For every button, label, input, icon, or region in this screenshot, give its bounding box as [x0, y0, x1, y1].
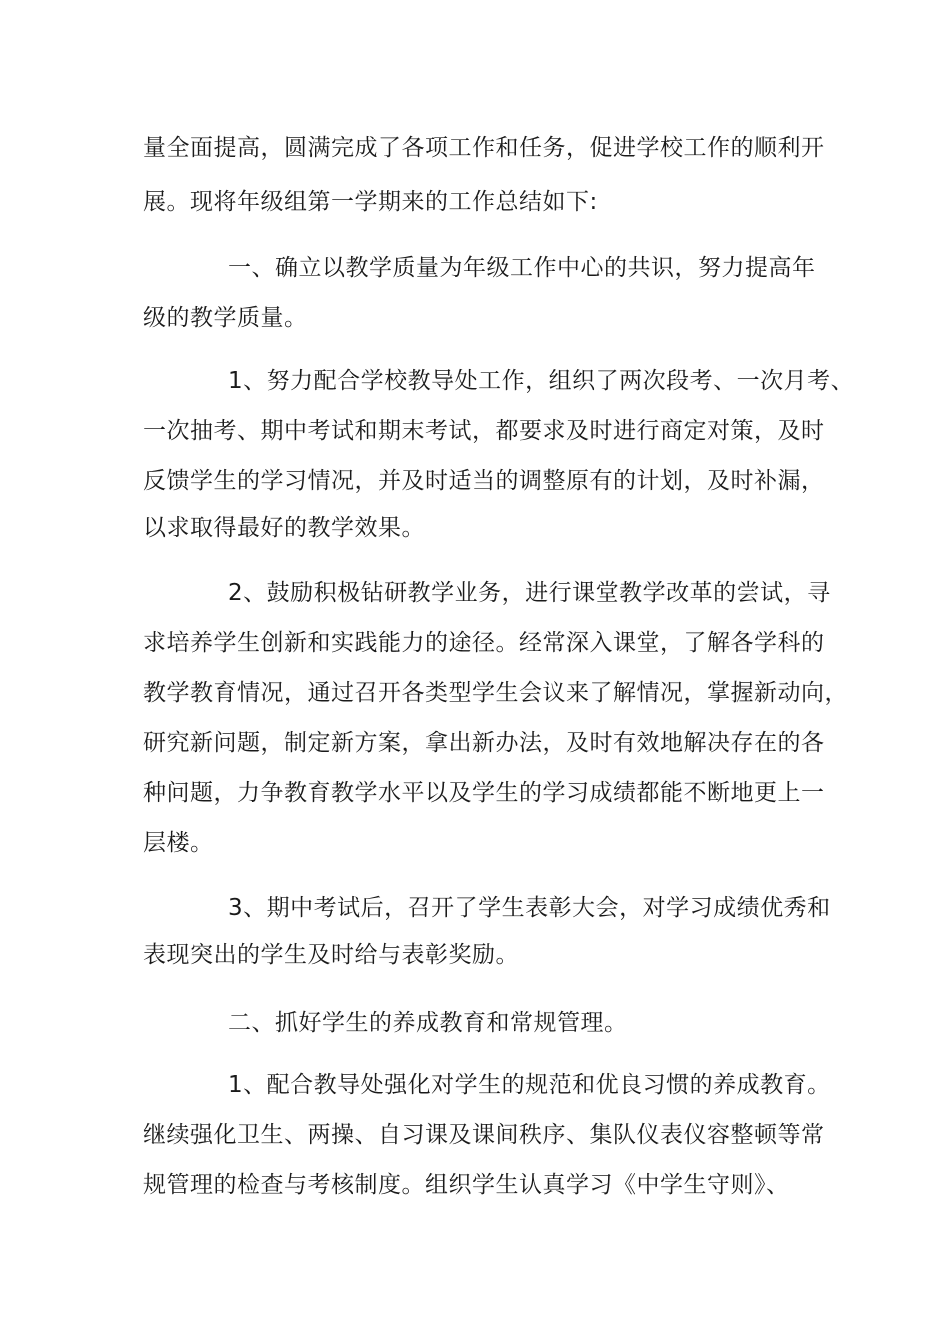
text-line: 层楼。 [143, 830, 214, 856]
text-line: 级的教学质量。 [143, 305, 308, 331]
paragraph-start: 2、鼓励积极钻研教学业务，进行课堂教学改革的尝试，寻 [228, 580, 831, 606]
text-line: 教学教育情况，通过召开各类型学生会议来了解情况，掌握新动向， [143, 680, 848, 706]
text-line: 规管理的检查与考核制度。组织学生认真学习《中学生守则》、 [143, 1172, 790, 1198]
paragraph-start: 3、期中考试后，召开了学生表彰大会，对学习成绩优秀和 [228, 895, 831, 921]
text-line: 反馈学生的学习情况，并及时适当的调整原有的计划，及时补漏， [143, 468, 825, 494]
text-line: 继续强化卫生、两操、自习课及课间秩序、集队仪表仪容整顿等常 [143, 1122, 825, 1148]
text-line: 展。现将年级组第一学期来的工作总结如下: [143, 189, 598, 215]
paragraph-start: 1、努力配合学校教导处工作，组织了两次段考、一次月考、 [228, 368, 855, 394]
text-line: 研究新问题，制定新方案，拿出新办法，及时有效地解决存在的各 [143, 730, 825, 756]
section-heading: 一、确立以教学质量为年级工作中心的共识，努力提高年 [228, 255, 816, 281]
text-line: 量全面提高，圆满完成了各项工作和任务，促进学校工作的顺利开 [143, 135, 825, 161]
text-line: 求培养学生创新和实践能力的途径。经常深入课堂，了解各学科的 [143, 630, 825, 656]
section-heading: 二、抓好学生的养成教育和常规管理。 [228, 1010, 628, 1036]
text-line: 表现突出的学生及时给与表彰奖励。 [143, 942, 519, 968]
text-line: 种问题，力争教育教学水平以及学生的学习成绩都能不断地更上一 [143, 780, 825, 806]
paragraph-start: 1、配合教导处强化对学生的规范和优良习惯的养成教育。 [228, 1072, 831, 1098]
text-line: 一次抽考、期中考试和期末考试，都要求及时进行商定对策，及时 [143, 418, 825, 444]
text-line: 以求取得最好的教学效果。 [143, 515, 425, 541]
